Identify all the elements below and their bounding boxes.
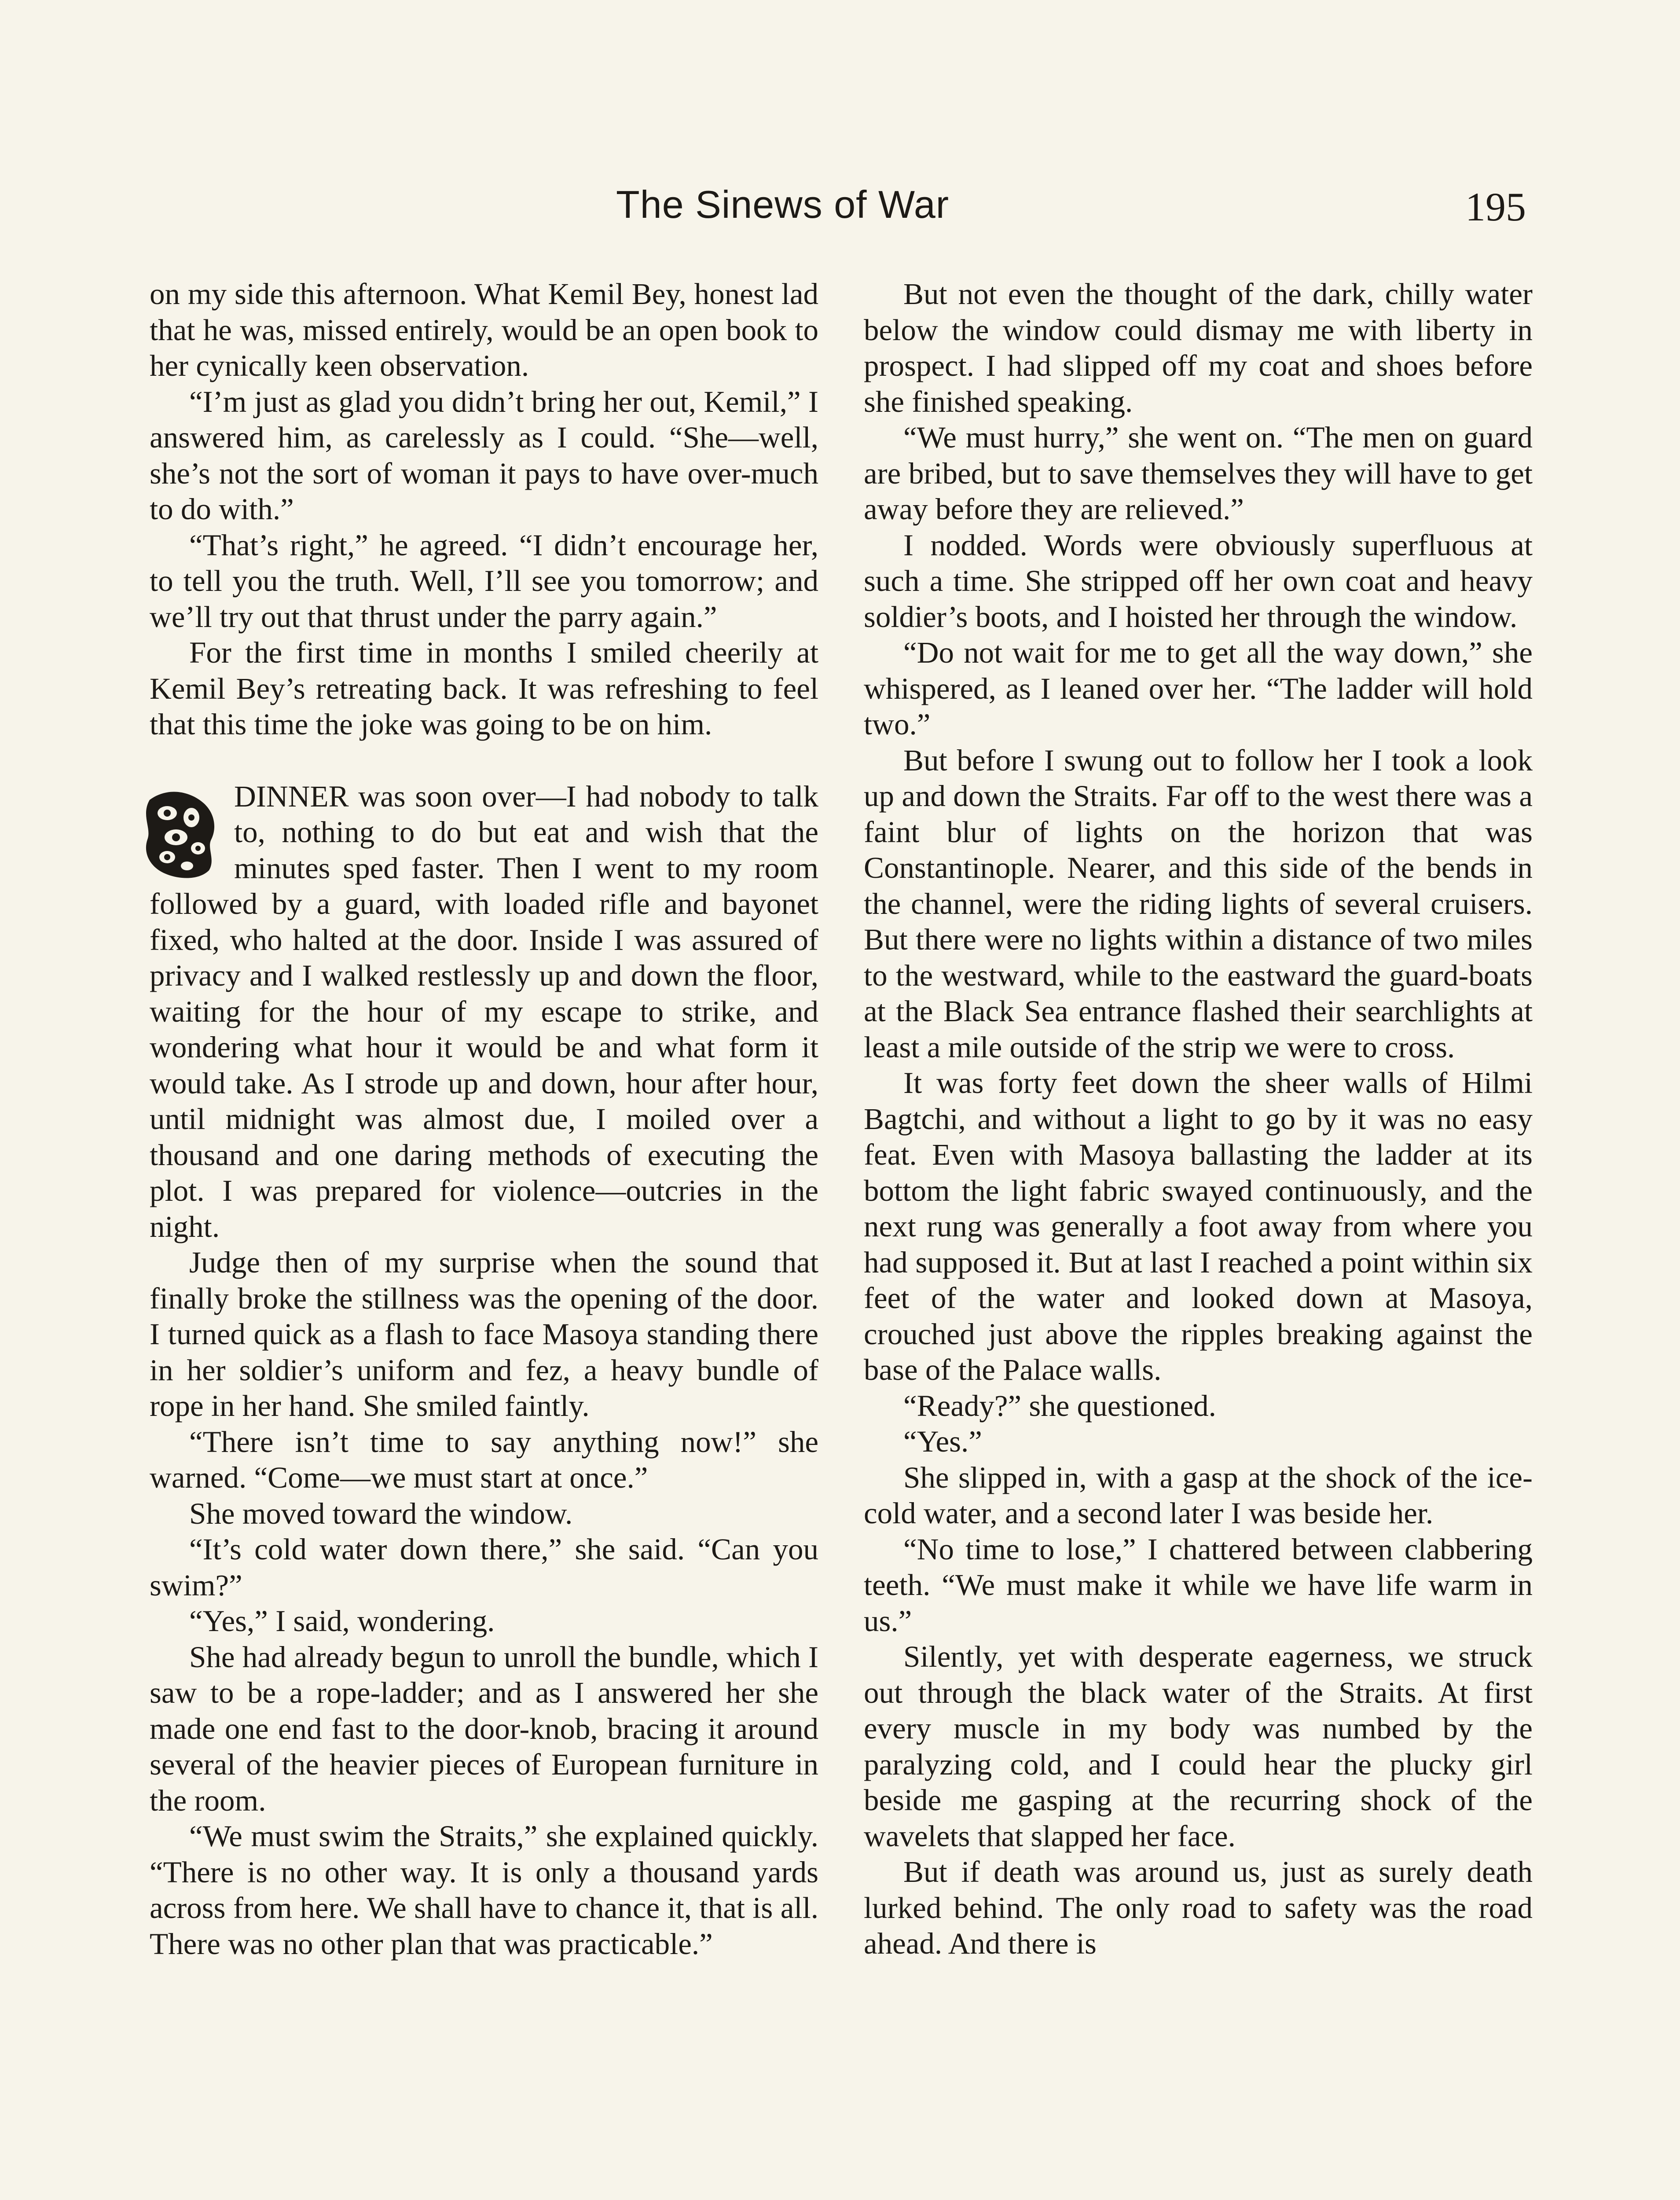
paragraph: It was forty feet down the sheer walls of Hilmi Bagtchi, and without a light to go by it was no easy feat. Even with Masoya ballasting the ladder at its bottom the light fabric swayed continuously, and the next rung was generally a foot away from where you had supposed it. But at last I reached a point within six feet of the water and looked down at Masoya, crouched just above the ripples breaking against the base of the Palace walls. — [864, 1066, 1533, 1386]
paragraph: But not even the thought of the dark, chilly water below the window could dismay me with liberty in prospect. I had slipped off my coat and shoes before she finished speaking. — [864, 277, 1533, 418]
paragraph: “No time to lose,” I chattered between clabbering teeth. “We must make it while we have life warm in us.” — [864, 1532, 1533, 1638]
paragraph: on my side this afternoon. What Kemil Bey, honest lad that he was, missed entirely, would be an open book to her cynically keen observation. — [150, 277, 818, 382]
page-number: 195 — [1465, 184, 1526, 229]
ornamental-dropcap-icon — [136, 782, 224, 884]
paragraph: “There isn’t time to say anything now!” she warned. “Come—we must start at once.” — [150, 1425, 818, 1494]
paragraph: Silently, yet with desperate eagerness, we struck out through the black water of the Straits. At first every muscle in my body was numbed by the paralyzing cold, and I could hear the plucky girl beside me gasping at the recurring shock of the wavelets that slapped her face. — [864, 1640, 1533, 1853]
paragraph: “Do not wait for me to get all the way down,” she whispered, as I leaned over her. “The ladder will hold two.” — [864, 636, 1533, 741]
right-column — [864, 276, 1533, 1962]
paragraph: For the first time in months I smiled cheerily at Kemil Bey’s retreating back. It was refreshing to feel that this time the joke was going to be on him. — [150, 636, 818, 741]
paragraph-text: DINNER was soon over—I had nobody to talk to, nothing to do but eat and wish that the minutes sped faster. Then I went to my room followed by a guard, with loaded rifle and bayonet fixed, who halted at the door. Inside I was assured of privacy and I walked restlessly up and down the floor, waiting for the hour of my escape to strike, and wondering what hour it would be and what form it would take. As I strode up and down, hour after hour, until midnight was almost due, I moiled over a thousand and one daring methods of executing the plot. I was prepared for violence—outcries in the night. — [150, 779, 818, 1243]
paragraph: “I’m just as glad you didn’t bring her out, Kemil,” I answered him, as carelessly as I could. “She—well, she’s not the sort of woman it pays to have over-much to do with.” — [150, 385, 818, 526]
paragraph: Judge then of my surprise when the sound that finally broke the stillness was the opening of the door. I turned quick as a flash to face Masoya standing there in her soldier’s uniform and fez, a heavy bundle of rope in her hand. She smiled faintly. — [150, 1246, 818, 1423]
paragraph: She slipped in, with a gasp at the shock of the ice-cold water, and a second later I was beside her. — [864, 1460, 1533, 1530]
paragraph: But if death was around us, just as surely death lurked behind. The only road to safety was the road ahead. And there is — [864, 1855, 1533, 1960]
paragraph: She had already begun to unroll the bundle, which I saw to be a rope-ladder; and as I answered her she made one end fast to the door-knob, bracing it around several of the heavier pieces of European furniture in the room. — [150, 1640, 818, 1817]
paragraph: I nodded. Words were obviously superfluous at such a time. She stripped off her own coat and heavy soldier’s boots, and I hoisted her through the window. — [864, 528, 1533, 634]
left-column — [150, 276, 818, 1962]
paragraph: But before I swung out to follow her I took a look up and down the Straits. Far off to the west there was a faint blur of lights on the horizon that was Constantinople. Nearer, and this side of the bends in the channel, were the riding lights of several cruisers. But there were no lights within a distance of two miles to the westward, while to the eastward the guard-boats at the Black Sea entrance flashed their searchlights at least a mile outside of the strip we were to cross. — [864, 743, 1533, 1064]
paragraph: “Yes.” — [903, 1425, 982, 1458]
running-title: The Sinews of War — [616, 183, 950, 226]
paragraph: “Yes,” I said, wondering. — [189, 1604, 495, 1638]
paragraph: “That’s right,” he agreed. “I didn’t encourage her, to tell you the truth. Well, I’ll see you tomorrow; and we’ll try out that thrust under the parry again.” — [150, 528, 818, 634]
section-opening-paragraph — [150, 779, 818, 1245]
paragraph: “We must hurry,” she went on. “The men on guard are bribed, but to save themselves they will have to get away before they are relieved.” — [864, 421, 1533, 526]
paragraph: “Ready?” she questioned. — [903, 1389, 1216, 1423]
paragraph: “It’s cold water down there,” she said. “Can you swim?” — [150, 1533, 818, 1602]
paragraph: She moved toward the window. — [189, 1496, 573, 1530]
paragraph: “We must swim the Straits,” she explained quickly. “There is no other way. It is only a thousand yards across from here. We shall have to chance it, that is all. There was no other plan that was practicable.” — [150, 1819, 818, 1961]
